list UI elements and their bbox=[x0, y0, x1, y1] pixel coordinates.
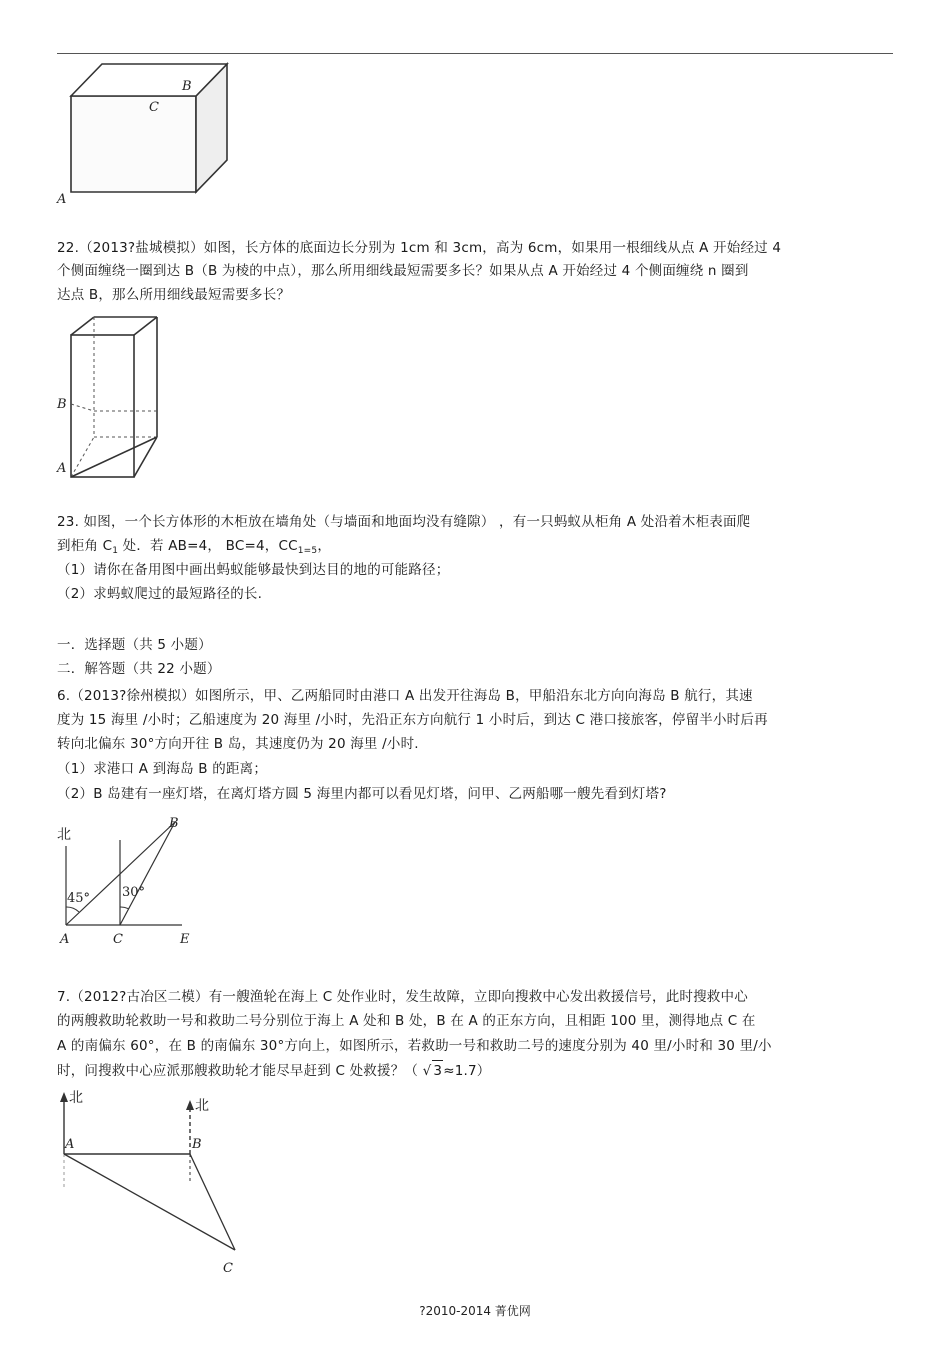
rescue-figure bbox=[55, 1088, 255, 1278]
sqrt-symbol: √ bbox=[422, 1063, 432, 1079]
prism-figure bbox=[55, 315, 175, 475]
q7-sqrt-value: 3 bbox=[432, 1060, 443, 1081]
q22-line-2: 个侧面缠绕一圈到达 B（B 为棱的中点），那么所用细线最短需要多长？如果从点 A 开始经过 4 个侧面缠绕 n 圈到 bbox=[57, 263, 749, 279]
footer-copyright: ?2010-2014 菁优网 bbox=[419, 1304, 531, 1318]
section-choice: 一．选择题（共 5 小题） bbox=[57, 637, 212, 653]
rescue-label-c: C bbox=[223, 1261, 233, 1276]
ships-angle-30: 30° bbox=[122, 885, 146, 900]
q7-line-2: 的两艘救助轮救助一号和救助二号分别位于海上 A 处和 B 处，B 在 A 的正东方向，且相距 100 里，测得地点 C 在 bbox=[57, 1013, 756, 1029]
ships-north-label: 北 bbox=[57, 827, 71, 843]
rescue-label-b: B bbox=[192, 1137, 202, 1152]
q7-line-4-pre: 时，问搜救中心应派那艘救助轮才能尽早赶到 C 处救援？（ bbox=[57, 1063, 423, 1079]
q7-line-3: A 的南偏东 60°，在 B 的南偏东 30°方向上，如图所示，若救助一号和救助二号的速度分别为 40 里/小时和 30 里/小 bbox=[57, 1038, 772, 1054]
cube-label-a: A bbox=[57, 192, 67, 207]
ships-figure bbox=[55, 812, 205, 947]
q7-line-4 bbox=[57, 1060, 491, 1081]
ships-label-a: A bbox=[60, 932, 70, 947]
q23-line-2-sub2: 1=5 bbox=[297, 546, 318, 556]
q7-line-1: 7.（2012?古冶区二模）有一艘渔轮在海上 C 处作业时，发生故障，立即向搜救中心发出救援信号，此时搜救中心 bbox=[57, 989, 748, 1005]
q23-line-2-post: ， bbox=[317, 538, 332, 554]
q6-line-3: 转向北偏东 30°方向开往 B 岛，其速度仍为 20 海里 /小时. bbox=[57, 736, 419, 752]
q23-line-2-pre: 到柜角 C bbox=[57, 538, 113, 554]
q6-line-1: 6.（2013?徐州模拟）如图所示，甲、乙两船同时由港口 A 出发开往海岛 B，甲船沿东北方向向海岛 B 航行，其速 bbox=[57, 688, 753, 704]
ships-label-c: C bbox=[113, 932, 123, 947]
q22-line-3: 达点 B，那么所用细线最短需要多长？ bbox=[57, 287, 291, 303]
rescue-north-label-1: 北 bbox=[69, 1090, 83, 1106]
q22-line-1: 22.（2013?盐城模拟）如图，长方体的底面边长分别为 1cm 和 3cm，高为 6cm，如果用一根细线从点 A 开始经过 4 bbox=[57, 240, 782, 256]
q6-line-2: 度为 15 海里 /小时；乙船速度为 20 海里 /小时，先沿正东方向航行 1 小时后，到达 C 港口接旅客，停留半小时后再 bbox=[57, 712, 768, 728]
q23-line-2 bbox=[57, 536, 331, 558]
q23-line-2-mid: 处．若 AB=4， BC=4，CC bbox=[118, 538, 298, 554]
q23-line-2-sub: 1 bbox=[112, 546, 119, 556]
ships-label-b: B bbox=[169, 816, 179, 831]
rescue-label-a: A bbox=[65, 1137, 75, 1152]
cube-label-b-pos: B bbox=[182, 79, 192, 94]
cube-figure bbox=[55, 62, 215, 212]
q23-line-4: （2）求蚂蚁爬过的最短路径的长. bbox=[57, 586, 263, 602]
ships-label-e: E bbox=[180, 932, 190, 947]
q6-line-4: （1）求港口 A 到海岛 B 的距离； bbox=[57, 761, 268, 777]
q6-line-5: （2）B 岛建有一座灯塔，在离灯塔方圆 5 海里内都可以看见灯塔，问甲、乙两船哪一艘先看到灯塔? bbox=[57, 786, 667, 802]
q23-line-3: （1）请你在备用图中画出蚂蚁能够最快到达目的地的可能路径； bbox=[57, 562, 450, 578]
header-rule bbox=[57, 53, 893, 54]
rescue-north-label-2: 北 bbox=[195, 1098, 209, 1114]
prism-label-a: A bbox=[57, 461, 67, 476]
ships-angle-45: 45° bbox=[67, 891, 91, 906]
prism-label-b: B bbox=[57, 397, 67, 412]
q7-line-4-post: ≈1.7） bbox=[443, 1063, 491, 1079]
section-answer: 二．解答题（共 22 小题） bbox=[57, 661, 221, 677]
q23-line-1: 23. 如图，一个长方体形的木柜放在墙角处（与墙面和地面均没有缝隙） ，有一只蚂蚁从柜角 A 处沿着木柜表面爬 bbox=[57, 514, 751, 530]
cube-label-c: C bbox=[149, 100, 159, 115]
